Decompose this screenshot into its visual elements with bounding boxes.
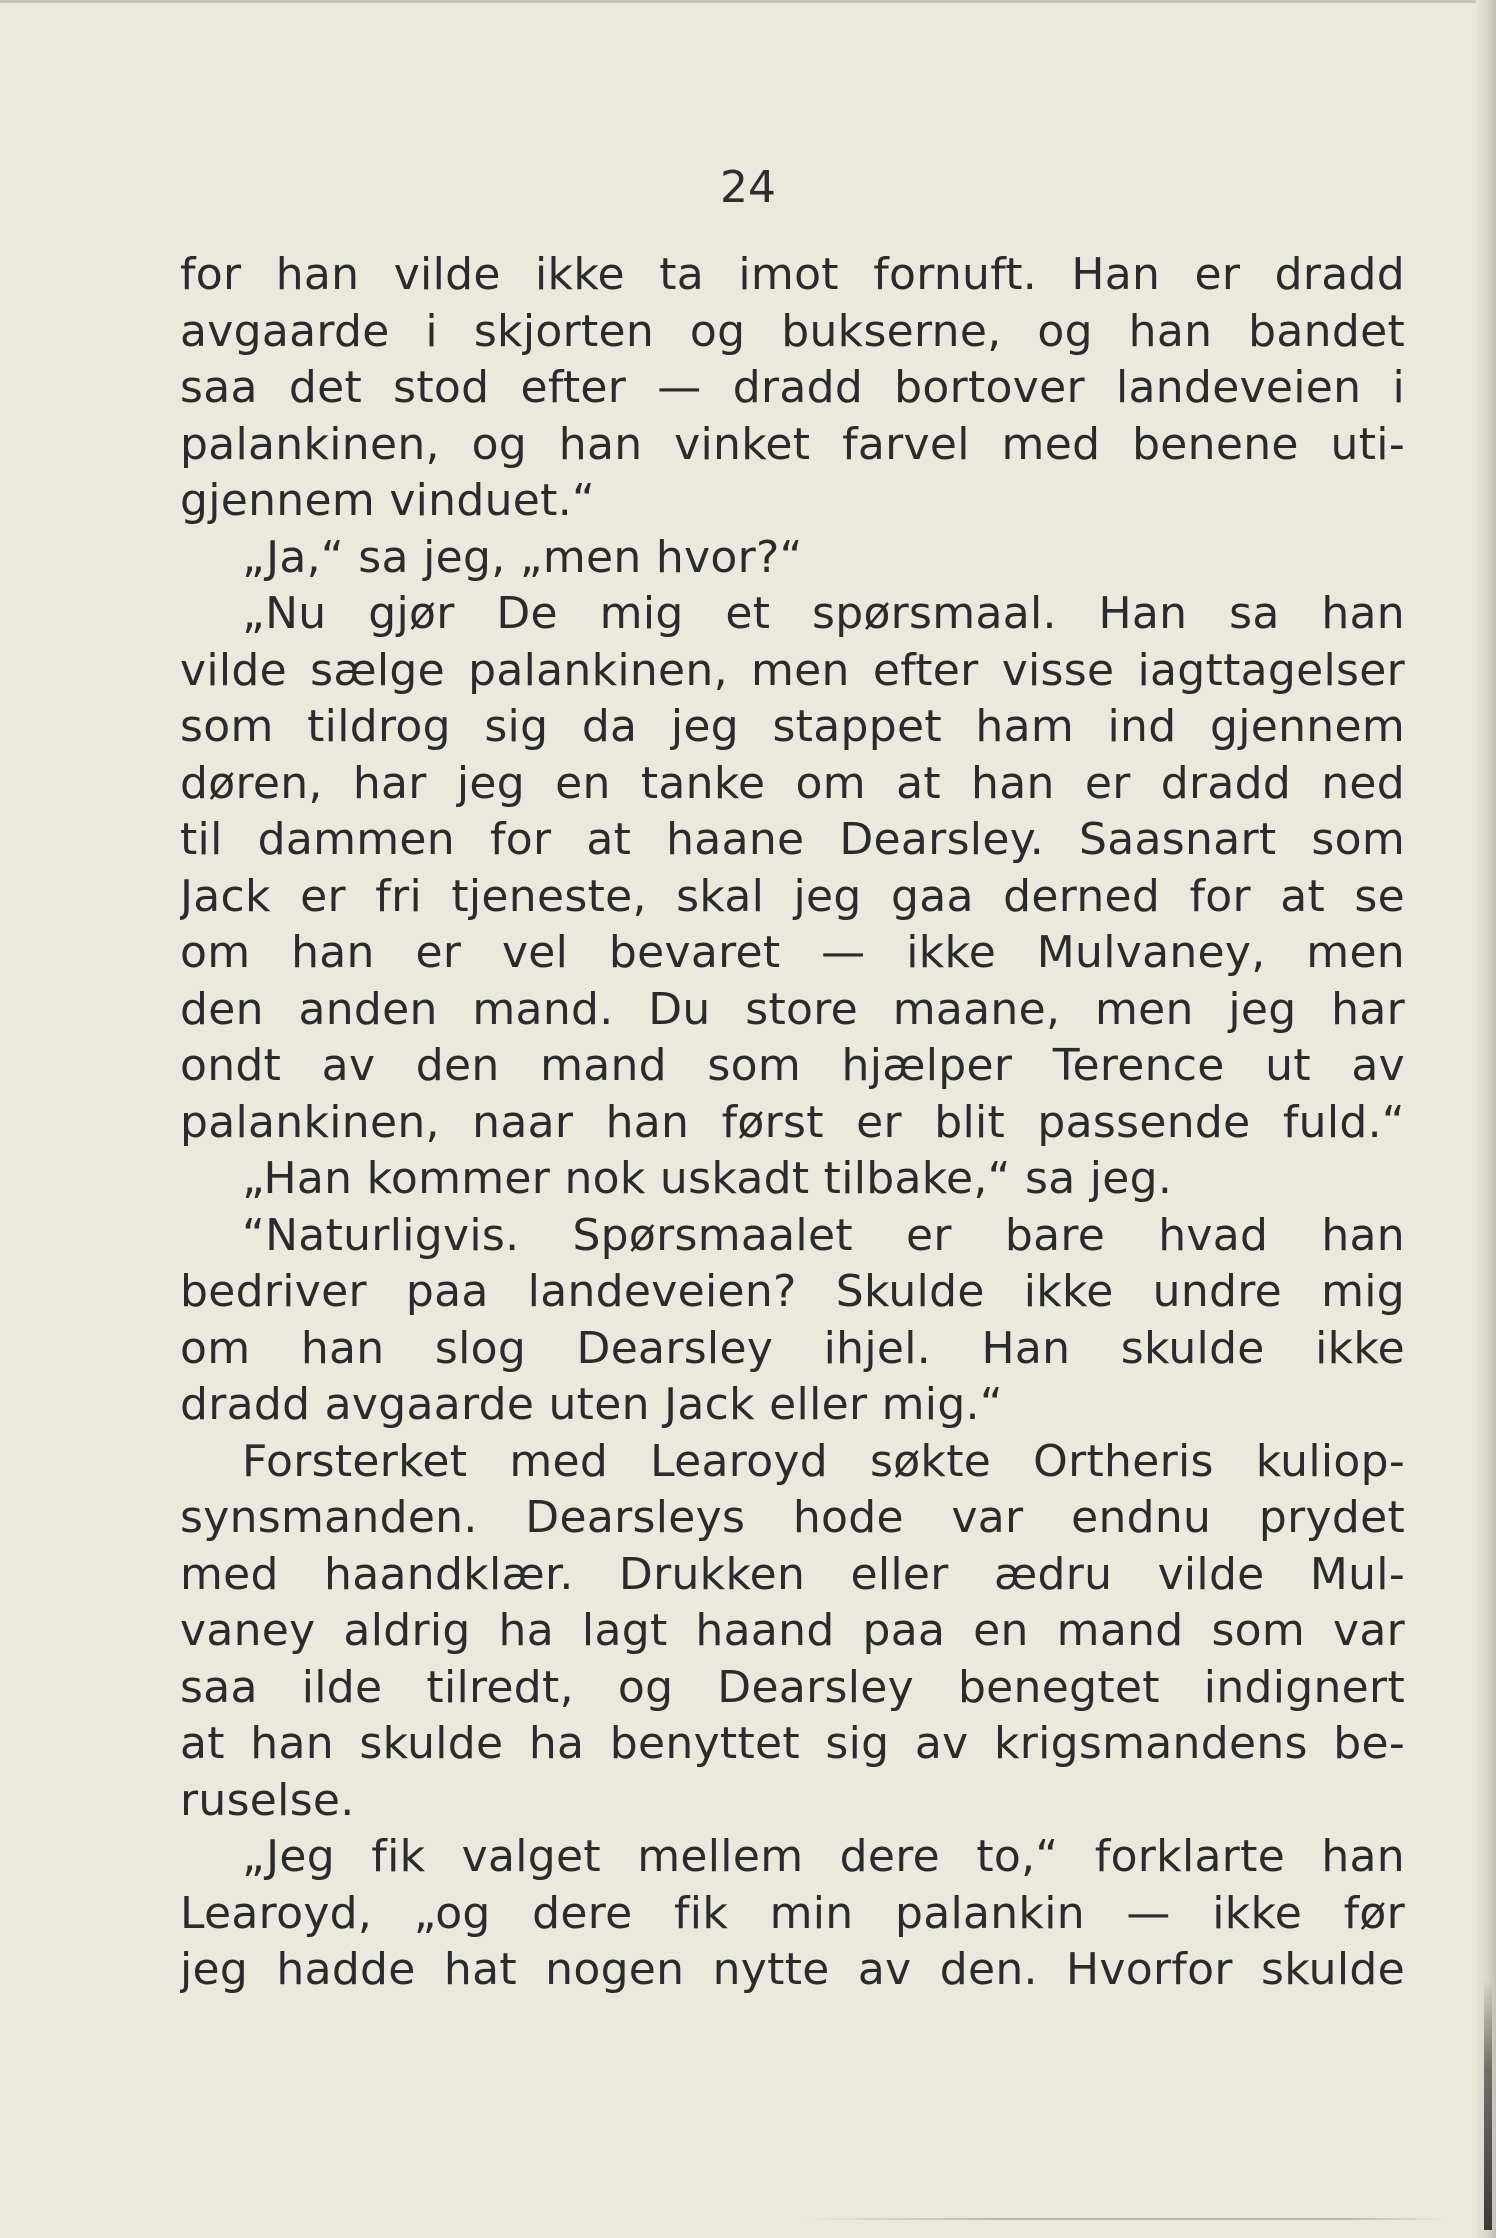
top-edge-rule xyxy=(0,0,1496,3)
body-text xyxy=(180,247,1405,1999)
text-line: den anden mand. Du store maane, men jeg har xyxy=(180,983,1405,1035)
text-line: gjennem vinduet.“ xyxy=(180,475,596,526)
text-line: om han slog Dearsley ihjel. Han skulde ikke xyxy=(180,1322,1405,1374)
text-line: „Nu gjør De mig et spørsmaal. Han sa han xyxy=(242,588,1405,639)
text-line: døren, har jeg en tanke om at han er dradd ned xyxy=(180,757,1405,809)
text-line: saa det stod efter — dradd bortover landeveien i xyxy=(180,362,1405,413)
text-line: om han er vel bevaret — ikke Mulvaney, men xyxy=(180,927,1405,978)
text-line: Learoyd, „og dere fik min palankin — ikke før xyxy=(180,1887,1405,1939)
text-line: „Han kommer nok uskadt tilbake,“ sa jeg. xyxy=(242,1153,1173,1204)
text-line: palankinen, naar han først er blit passende fuld.“ xyxy=(180,1096,1405,1148)
page-right-edge xyxy=(1476,0,1496,2238)
binding-shadow-mark xyxy=(1484,1980,1492,2230)
text-line: synsmanden. Dearsleys hode var endnu prydet xyxy=(180,1492,1405,1543)
text-line: til dammen for at haane Dearsley. Saasnart som xyxy=(180,814,1405,865)
text-line: ruselse. xyxy=(180,1774,355,1826)
text-line: „Ja,“ sa jeg, „men hvor?“ xyxy=(242,531,803,583)
text-line: dradd avgaarde uten Jack eller mig.“ xyxy=(180,1379,1003,1430)
text-line: Jack er fri tjeneste, skal jeg gaa derned for at se xyxy=(180,870,1405,922)
text-line: Forsterket med Learoyd søkte Ortheris kuliop- xyxy=(242,1435,1405,1487)
bottom-scan-streak xyxy=(805,2218,1445,2220)
text-line: vaney aldrig ha lagt haand paa en mand som var xyxy=(180,1605,1405,1656)
text-line: vilde sælge palankinen, men efter visse iagttagelser xyxy=(180,644,1405,696)
text-line: for han vilde ikke ta imot fornuft. Han er dradd xyxy=(180,249,1405,300)
text-line: „Jeg fik valget mellem dere to,“ forklarte han xyxy=(242,1831,1405,1882)
text-line: avgaarde i skjorten og bukserne, og han bandet xyxy=(180,305,1405,357)
text-line: “Naturligvis. Spørsmaalet er bare hvad han xyxy=(242,1209,1405,1261)
text-line: jeg hadde hat nogen nytte av den. Hvorfor skulde xyxy=(180,1944,1405,1995)
text-line: palankinen, og han vinket farvel med benene uti- xyxy=(180,418,1405,470)
text-line: saa ilde tilredt, og Dearsley benegtet indignert xyxy=(180,1661,1405,1713)
text-line: at han skulde ha benyttet sig av krigsmandens be- xyxy=(180,1718,1405,1769)
text-line: ondt av den mand som hjælper Terence ut av xyxy=(180,1040,1405,1091)
text-line: som tildrog sig da jeg stappet ham ind gjennem xyxy=(180,701,1405,752)
text-line: med haandklær. Drukken eller ædru vilde Mul- xyxy=(180,1548,1405,1600)
page-number: 24 xyxy=(720,162,776,213)
text-line: bedriver paa landeveien? Skulde ikke undre mig xyxy=(180,1266,1405,1317)
